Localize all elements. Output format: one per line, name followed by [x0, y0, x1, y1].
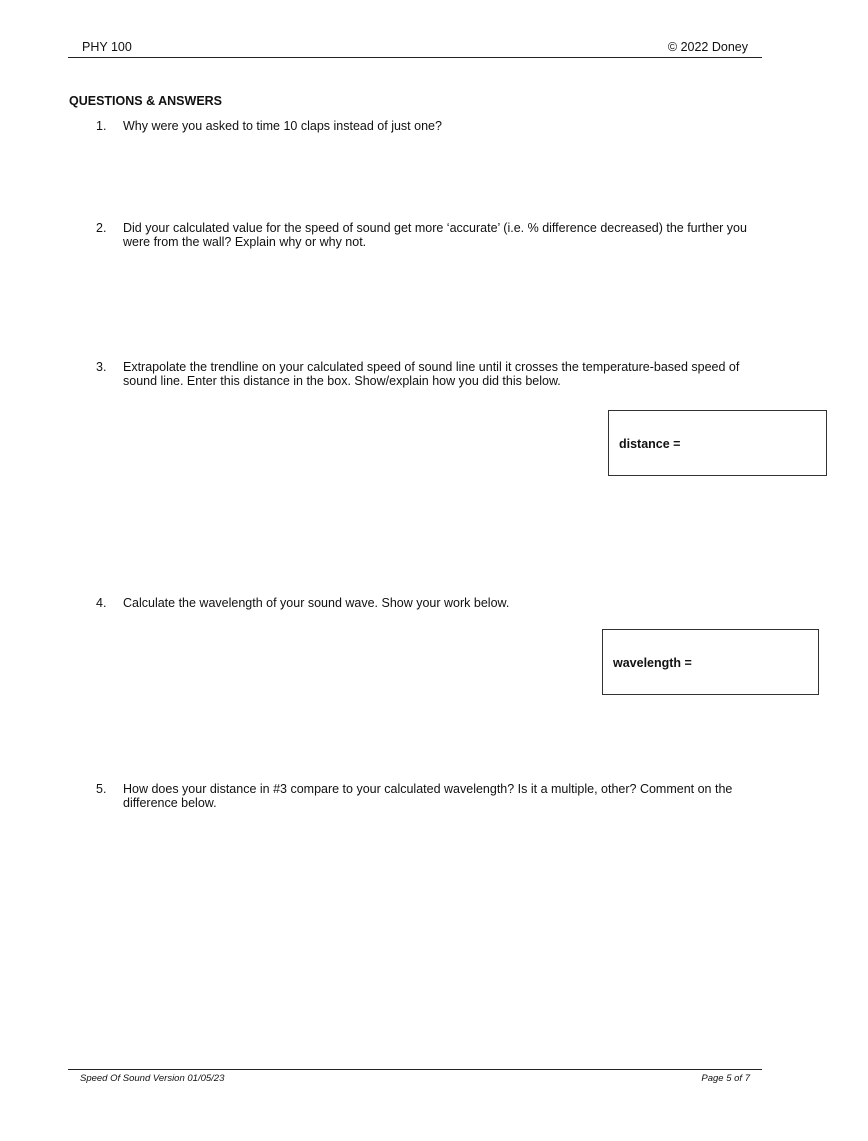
question-number: 5.: [96, 782, 107, 796]
question-number: 2.: [96, 221, 107, 235]
question-text: Why were you asked to time 10 claps instead of just one?: [123, 119, 442, 133]
page-number: Page 5 of 7: [701, 1073, 750, 1084]
question-number: 3.: [96, 360, 107, 374]
wavelength-label: wavelength =: [613, 656, 692, 670]
question-text: Did your calculated value for the speed of sound get more ‘accurate’ (i.e. % difference decreased) the further you were from the wall? Explain why or why not.: [123, 221, 747, 249]
distance-answer-box[interactable]: [608, 410, 827, 476]
course-code: PHY 100: [82, 40, 132, 54]
question-text: Calculate the wavelength of your sound wave. Show your work below.: [123, 596, 510, 610]
section-title: QUESTIONS & ANSWERS: [69, 94, 223, 108]
wavelength-answer-box[interactable]: [602, 629, 819, 695]
copyright-notice: © 2022 Doney: [667, 40, 748, 54]
question-text: How does your distance in #3 compare to your calculated wavelength? Is it a multiple, other? Comment on the difference below.: [123, 782, 733, 810]
document-title-version: Speed Of Sound Version 01/05/23: [80, 1073, 225, 1084]
question-text: Extrapolate the trendline on your calculated speed of sound line until it crosses the temperature-based speed of sound line. Enter this distance in the box. Show/explain how you did this below.: [123, 360, 740, 388]
question-number: 4.: [96, 596, 107, 610]
question-number: 1.: [96, 119, 107, 133]
page-header: [68, 40, 762, 58]
page-footer: [68, 1069, 762, 1084]
distance-label: distance =: [619, 437, 681, 451]
